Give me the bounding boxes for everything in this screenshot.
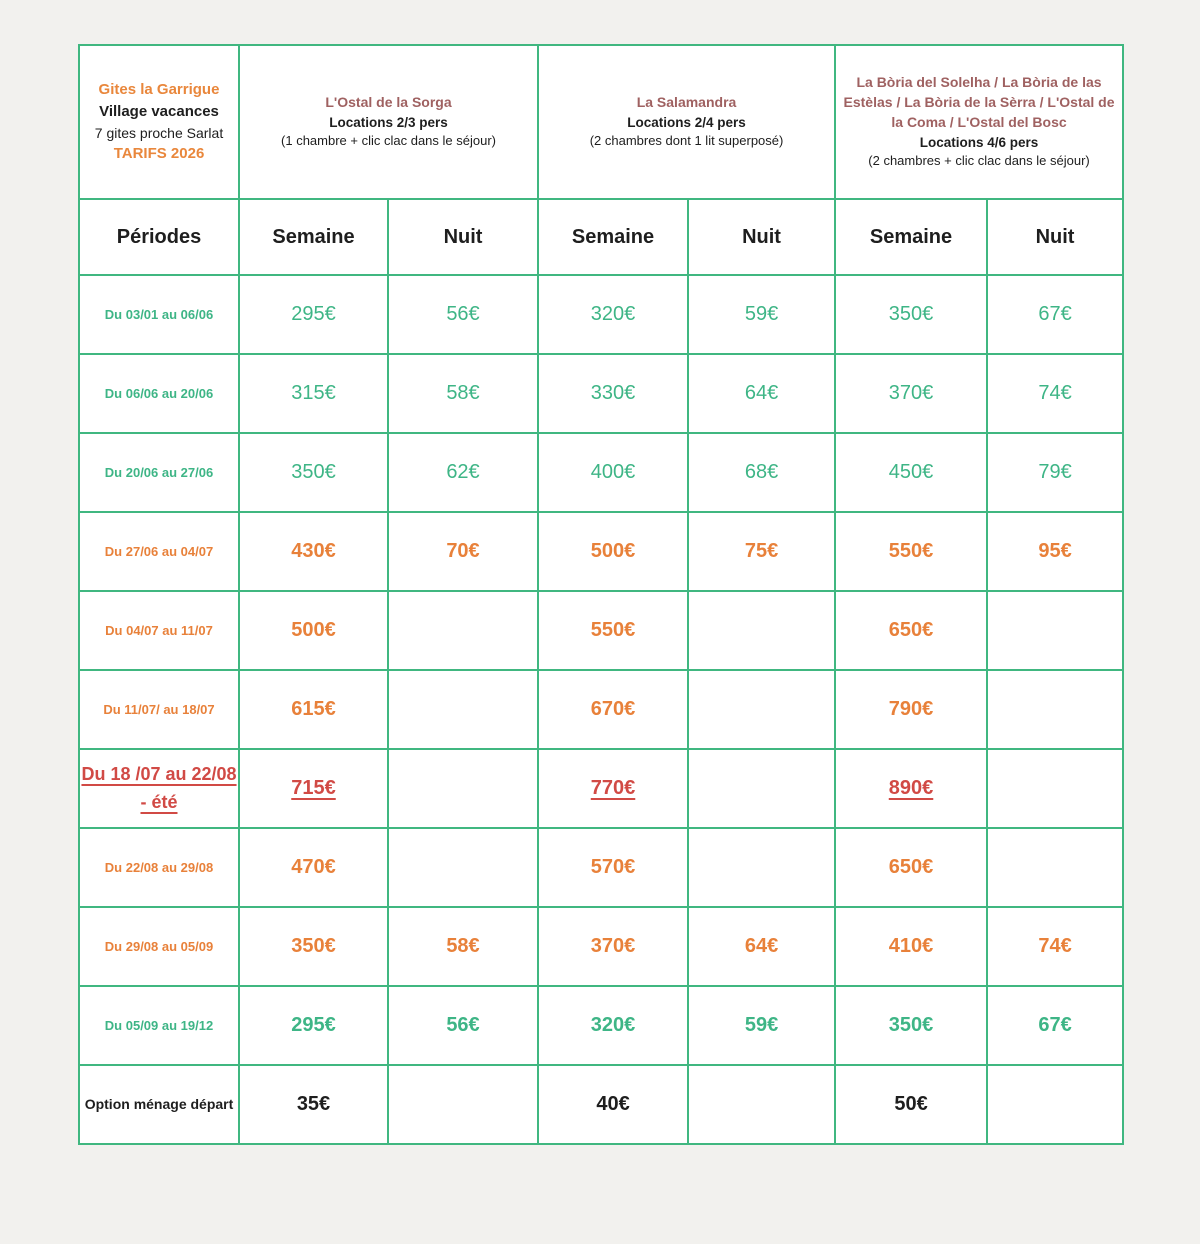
price-cell: 410€ (835, 907, 987, 986)
period-cell: Du 05/09 au 19/12 (79, 986, 239, 1065)
price-cell (688, 591, 835, 670)
price-cell: 370€ (538, 907, 688, 986)
gite-header-salamandra (538, 45, 835, 199)
price-cell: 95€ (987, 512, 1123, 591)
gite-details: (2 chambres dont 1 lit superposé) (589, 133, 784, 149)
price-cell: 330€ (538, 354, 688, 433)
price-cell: 670€ (538, 670, 688, 749)
tarifs-table (78, 44, 1124, 1145)
price-cell: 64€ (688, 907, 835, 986)
price-cell: 570€ (538, 828, 688, 907)
column-header-night: Nuit (388, 199, 538, 275)
price-cell: 350€ (239, 907, 388, 986)
price-cell (388, 1065, 538, 1144)
price-cell: 74€ (987, 907, 1123, 986)
price-cell: 59€ (688, 275, 835, 354)
period-cell: Du 29/08 au 05/09 (79, 907, 239, 986)
price-cell: 68€ (688, 433, 835, 512)
price-cell: 58€ (388, 354, 538, 433)
price-cell (388, 670, 538, 749)
gite-name: L'Ostal de la Sorga (325, 94, 452, 111)
table-row-cleaning-option (79, 1065, 1123, 1144)
site-title: Gites la Garrigue (98, 81, 220, 99)
price-cell (388, 749, 538, 828)
column-header-night: Nuit (688, 199, 835, 275)
price-cell: 790€ (835, 670, 987, 749)
column-header-row (79, 199, 1123, 275)
price-cell (388, 591, 538, 670)
price-cell: 70€ (388, 512, 538, 591)
price-cell: 320€ (538, 275, 688, 354)
price-cell: 315€ (239, 354, 388, 433)
period-cell: Option ménage départ (79, 1065, 239, 1144)
gite-name: La Salamandra (636, 94, 737, 111)
table-row (79, 986, 1123, 1065)
price-cell: 550€ (835, 512, 987, 591)
price-cell: 320€ (538, 986, 688, 1065)
price-cell (688, 670, 835, 749)
price-cell (987, 670, 1123, 749)
gite-capacity: Locations 2/3 pers (329, 115, 448, 131)
table-row-summer-peak (79, 749, 1123, 828)
price-cell: 500€ (239, 591, 388, 670)
price-cell: 550€ (538, 591, 688, 670)
price-cell: 500€ (538, 512, 688, 591)
gite-details: (2 chambres + clic clac dans le séjour) (868, 153, 1090, 169)
price-cell: 295€ (239, 986, 388, 1065)
column-header-week: Semaine (239, 199, 388, 275)
price-cell: 59€ (688, 986, 835, 1065)
price-cell (987, 828, 1123, 907)
price-cell: 470€ (239, 828, 388, 907)
period-cell: Du 04/07 au 11/07 (79, 591, 239, 670)
table-row (79, 275, 1123, 354)
period-cell: Du 27/06 au 04/07 (79, 512, 239, 591)
price-cell: 450€ (835, 433, 987, 512)
corner-cell (79, 45, 239, 199)
price-cell: 430€ (239, 512, 388, 591)
gite-capacity: Locations 2/4 pers (627, 115, 746, 131)
table-row (79, 828, 1123, 907)
price-cell: 295€ (239, 275, 388, 354)
column-header-week: Semaine (538, 199, 688, 275)
price-cell (688, 828, 835, 907)
column-header-night: Nuit (987, 199, 1123, 275)
price-cell: 56€ (388, 986, 538, 1065)
price-cell: 770€ (538, 749, 688, 828)
price-cell: 50€ (835, 1065, 987, 1144)
price-cell: 370€ (835, 354, 987, 433)
period-cell: Du 11/07/ au 18/07 (79, 670, 239, 749)
gite-details: (1 chambre + clic clac dans le séjour) (281, 133, 496, 149)
column-header-week: Semaine (835, 199, 987, 275)
price-cell: 890€ (835, 749, 987, 828)
table-row (79, 591, 1123, 670)
price-cell (987, 1065, 1123, 1144)
column-header-periods: Périodes (79, 199, 239, 275)
price-cell: 58€ (388, 907, 538, 986)
price-cell: 350€ (835, 275, 987, 354)
site-description: 7 gites proche Sarlat (94, 124, 224, 141)
period-cell: Du 22/08 au 29/08 (79, 828, 239, 907)
table-row (79, 433, 1123, 512)
gite-name: La Bòria del Solelha / La Bòria de las Estèlas / La Bòria de la Sèrra / L'Ostal de la Coma / L'Ostal del Bosc (843, 74, 1115, 131)
price-cell: 350€ (835, 986, 987, 1065)
gite-header-row (79, 45, 1123, 199)
period-cell: Du 03/01 au 06/06 (79, 275, 239, 354)
price-cell: 650€ (835, 591, 987, 670)
price-cell: 400€ (538, 433, 688, 512)
table-row (79, 670, 1123, 749)
table-row (79, 907, 1123, 986)
price-cell: 74€ (987, 354, 1123, 433)
price-cell: 715€ (239, 749, 388, 828)
price-cell: 67€ (987, 275, 1123, 354)
price-cell: 64€ (688, 354, 835, 433)
price-cell: 350€ (239, 433, 388, 512)
period-cell: Du 06/06 au 20/06 (79, 354, 239, 433)
price-cell (688, 1065, 835, 1144)
table-row (79, 354, 1123, 433)
table-row (79, 512, 1123, 591)
price-cell: 75€ (688, 512, 835, 591)
price-cell: 615€ (239, 670, 388, 749)
price-cell: 67€ (987, 986, 1123, 1065)
price-cell: 35€ (239, 1065, 388, 1144)
price-cell (987, 749, 1123, 828)
price-cell: 62€ (388, 433, 538, 512)
gite-header-boria-group (835, 45, 1123, 199)
price-cell (688, 749, 835, 828)
site-subtitle: Village vacances (99, 102, 219, 120)
period-cell: Du 18 /07 au 22/08 - été (79, 749, 239, 828)
price-cell: 56€ (388, 275, 538, 354)
price-cell (388, 828, 538, 907)
price-cell: 650€ (835, 828, 987, 907)
price-cell: 40€ (538, 1065, 688, 1144)
price-cell: 79€ (987, 433, 1123, 512)
period-cell: Du 20/06 au 27/06 (79, 433, 239, 512)
tarifs-year-label: TARIFS 2026 (113, 145, 205, 163)
price-cell (987, 591, 1123, 670)
gite-header-ostal-sorga (239, 45, 538, 199)
gite-capacity: Locations 4/6 pers (919, 135, 1039, 150)
